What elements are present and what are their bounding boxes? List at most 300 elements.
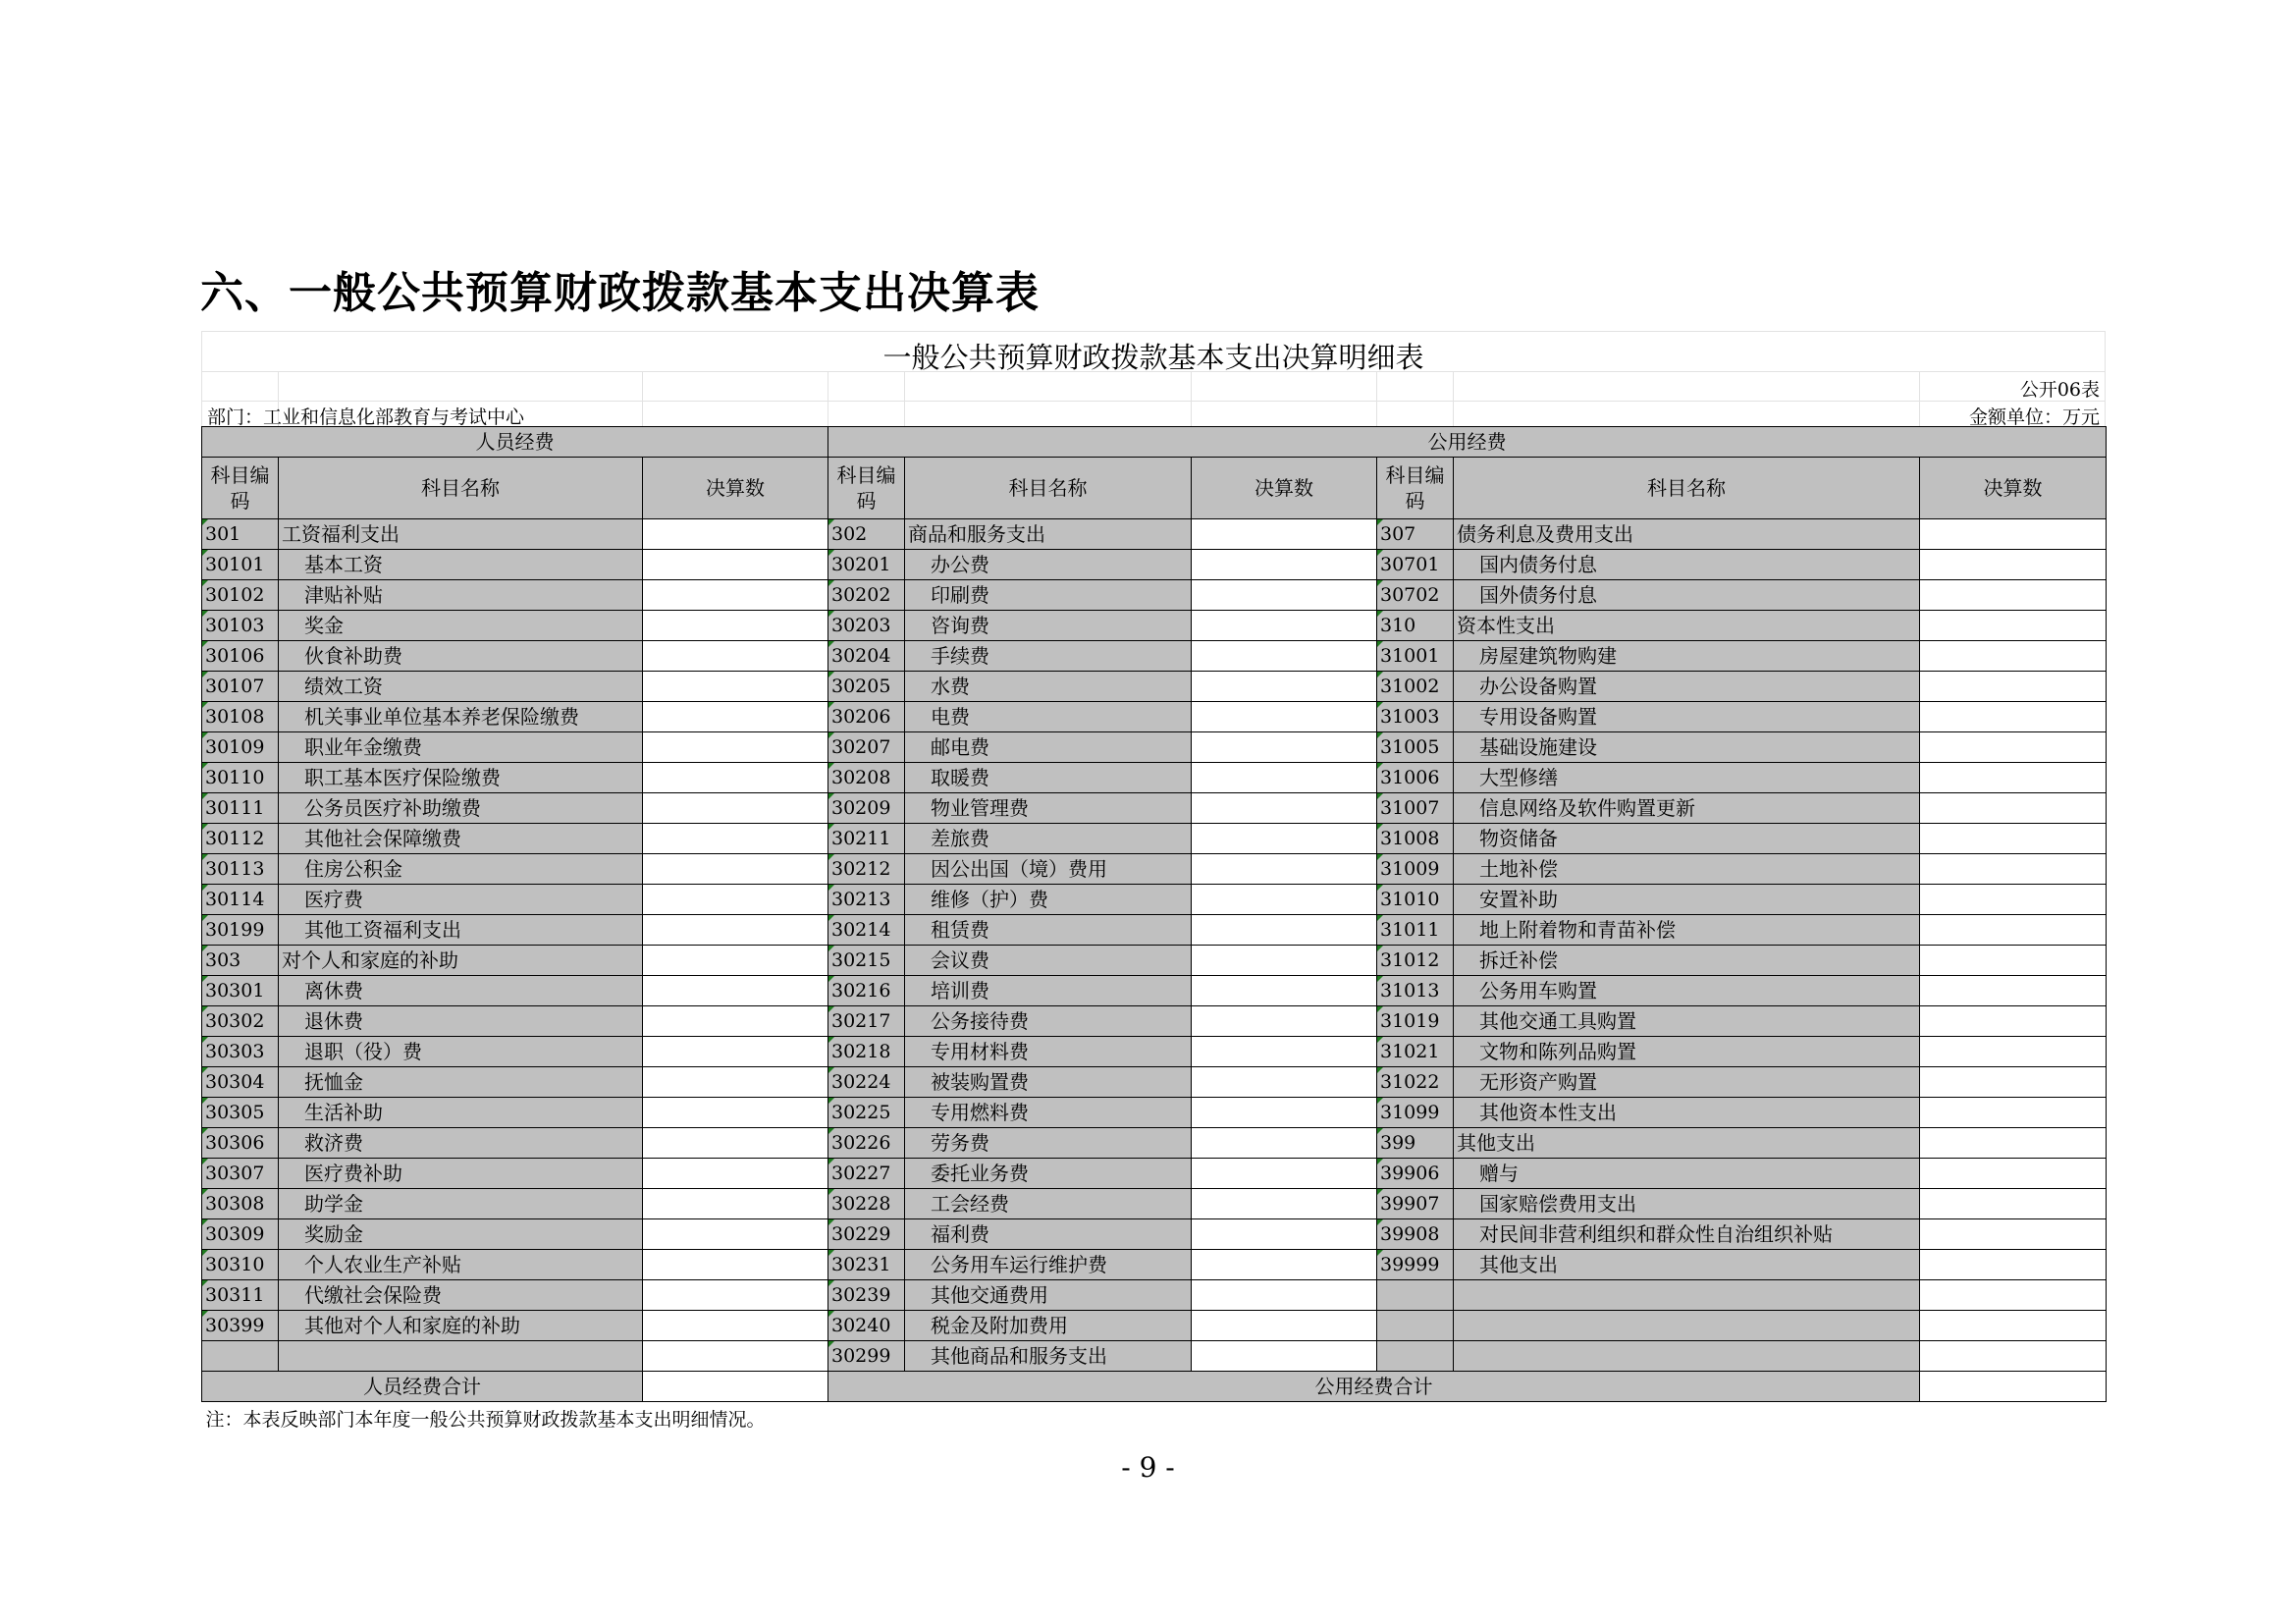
personnel-amount-cell[interactable] bbox=[643, 1067, 828, 1098]
public-subject-code: 30203 bbox=[828, 611, 905, 641]
public-subject-name: 公务接待费 bbox=[905, 1006, 1192, 1037]
table-note: 注：本表反映部门本年度一般公共预算财政拨款基本支出明细情况。 bbox=[202, 1402, 2107, 1438]
personnel-subject-code: 30304 bbox=[202, 1067, 279, 1098]
capital-amount-cell[interactable] bbox=[1920, 611, 2107, 641]
public-subject-name: 物业管理费 bbox=[905, 793, 1192, 824]
capital-subject-name: 国外债务付息 bbox=[1454, 580, 1920, 611]
personnel-amount-cell[interactable] bbox=[643, 1159, 828, 1189]
table-row bbox=[202, 732, 2107, 763]
budget-sheet bbox=[201, 331, 2106, 1437]
personnel-amount-cell[interactable] bbox=[643, 824, 828, 854]
capital-subject-code bbox=[1377, 1341, 1454, 1372]
personnel-subject-name: 抚恤金 bbox=[279, 1067, 643, 1098]
capital-amount-cell[interactable] bbox=[1920, 1311, 2107, 1341]
personnel-subject-code: 30306 bbox=[202, 1128, 279, 1159]
capital-amount-cell[interactable] bbox=[1920, 672, 2107, 702]
table-row bbox=[202, 946, 2107, 976]
table-row bbox=[202, 824, 2107, 854]
personnel-subject-code: 30114 bbox=[202, 885, 279, 915]
capital-amount-cell[interactable] bbox=[1920, 580, 2107, 611]
capital-subject-code: 307 bbox=[1377, 519, 1454, 550]
capital-subject-name: 安置补助 bbox=[1454, 885, 1920, 915]
personnel-amount-cell[interactable] bbox=[643, 611, 828, 641]
capital-subject-code bbox=[1377, 1311, 1454, 1341]
capital-amount-cell[interactable] bbox=[1920, 824, 2107, 854]
capital-subject-name: 其他资本性支出 bbox=[1454, 1098, 1920, 1128]
capital-subject-name: 信息网络及软件购置更新 bbox=[1454, 793, 1920, 824]
public-amount-cell[interactable] bbox=[1192, 1128, 1377, 1159]
public-subject-name: 办公费 bbox=[905, 550, 1192, 580]
personnel-subject-code: 30302 bbox=[202, 1006, 279, 1037]
public-subject-name: 咨询费 bbox=[905, 611, 1192, 641]
capital-amount-cell[interactable] bbox=[1920, 702, 2107, 732]
capital-subject-code: 31011 bbox=[1377, 915, 1454, 946]
public-amount-cell[interactable] bbox=[1192, 519, 1377, 550]
public-subject-name: 维修（护）费 bbox=[905, 885, 1192, 915]
personnel-subject-code: 30307 bbox=[202, 1159, 279, 1189]
personnel-subject-name: 救济费 bbox=[279, 1128, 643, 1159]
capital-subject-name: 对民间非营利组织和群众性自治组织补贴 bbox=[1454, 1219, 1920, 1250]
personnel-amount-cell[interactable] bbox=[643, 550, 828, 580]
col-header-code: 科目编码 bbox=[202, 458, 279, 519]
capital-subject-name: 其他支出 bbox=[1454, 1250, 1920, 1280]
col-header-name: 科目名称 bbox=[905, 458, 1192, 519]
table-row bbox=[202, 580, 2107, 611]
personnel-subject-code bbox=[202, 1341, 279, 1372]
personnel-subject-name: 其他工资福利支出 bbox=[279, 915, 643, 946]
public-subject-code: 30207 bbox=[828, 732, 905, 763]
capital-subject-code: 31006 bbox=[1377, 763, 1454, 793]
public-subject-code: 30204 bbox=[828, 641, 905, 672]
public-amount-cell[interactable] bbox=[1192, 946, 1377, 976]
capital-amount-cell[interactable] bbox=[1920, 1098, 2107, 1128]
public-amount-cell[interactable] bbox=[1192, 885, 1377, 915]
personnel-subject-name: 助学金 bbox=[279, 1189, 643, 1219]
public-subject-name: 委托业务费 bbox=[905, 1159, 1192, 1189]
table-row bbox=[202, 672, 2107, 702]
personnel-subject-code: 30109 bbox=[202, 732, 279, 763]
public-subject-code: 302 bbox=[828, 519, 905, 550]
public-subject-code: 30227 bbox=[828, 1159, 905, 1189]
personnel-subject-name: 奖金 bbox=[279, 611, 643, 641]
public-amount-cell[interactable] bbox=[1192, 1250, 1377, 1280]
col-header-amount: 决算数 bbox=[1920, 458, 2107, 519]
sheet-header-area bbox=[201, 331, 2106, 426]
personnel-amount-cell[interactable] bbox=[643, 519, 828, 550]
public-subject-code: 30213 bbox=[828, 885, 905, 915]
table-row bbox=[202, 1341, 2107, 1372]
public-amount-cell[interactable] bbox=[1192, 1189, 1377, 1219]
capital-subject-name: 物资储备 bbox=[1454, 824, 1920, 854]
public-subject-code: 30212 bbox=[828, 854, 905, 885]
public-amount-cell[interactable] bbox=[1192, 1006, 1377, 1037]
personnel-amount-cell[interactable] bbox=[643, 1280, 828, 1311]
personnel-subject-code: 30111 bbox=[202, 793, 279, 824]
personnel-amount-cell[interactable] bbox=[643, 1006, 828, 1037]
group-header-personnel: 人员经费 bbox=[202, 427, 828, 458]
table-row bbox=[202, 915, 2107, 946]
table-row bbox=[202, 1159, 2107, 1189]
personnel-amount-cell[interactable] bbox=[643, 885, 828, 915]
personnel-subject-code: 301 bbox=[202, 519, 279, 550]
public-amount-cell[interactable] bbox=[1192, 672, 1377, 702]
col-header-code: 科目编码 bbox=[1377, 458, 1454, 519]
table-row bbox=[202, 1189, 2107, 1219]
personnel-subject-code: 30110 bbox=[202, 763, 279, 793]
personnel-subject-name: 基本工资 bbox=[279, 550, 643, 580]
public-subject-code: 30228 bbox=[828, 1189, 905, 1219]
expenditure-table bbox=[201, 426, 2107, 1437]
capital-amount-cell[interactable] bbox=[1920, 1219, 2107, 1250]
personnel-subject-name: 伙食补助费 bbox=[279, 641, 643, 672]
personnel-amount-cell[interactable] bbox=[643, 1250, 828, 1280]
table-row bbox=[202, 1037, 2107, 1067]
personnel-amount-cell[interactable] bbox=[643, 763, 828, 793]
public-subject-code: 30209 bbox=[828, 793, 905, 824]
capital-subject-code: 399 bbox=[1377, 1128, 1454, 1159]
document-heading: 六、一般公共预算财政拨款基本支出决算表 bbox=[200, 268, 1040, 318]
table-row bbox=[202, 976, 2107, 1006]
personnel-subject-name: 奖励金 bbox=[279, 1219, 643, 1250]
public-subject-name: 专用燃料费 bbox=[905, 1098, 1192, 1128]
public-subject-code: 30224 bbox=[828, 1067, 905, 1098]
capital-subject-name: 其他支出 bbox=[1454, 1128, 1920, 1159]
capital-amount-cell[interactable] bbox=[1920, 1037, 2107, 1067]
capital-amount-cell[interactable] bbox=[1920, 1128, 2107, 1159]
capital-subject-code: 31012 bbox=[1377, 946, 1454, 976]
table-row bbox=[202, 1250, 2107, 1280]
table-row bbox=[202, 519, 2107, 550]
total-personnel-amount[interactable] bbox=[643, 1372, 828, 1402]
public-subject-code: 30226 bbox=[828, 1128, 905, 1159]
public-amount-cell[interactable] bbox=[1192, 1341, 1377, 1372]
public-subject-name: 电费 bbox=[905, 702, 1192, 732]
public-subject-code: 30211 bbox=[828, 824, 905, 854]
public-subject-code: 30299 bbox=[828, 1341, 905, 1372]
capital-amount-cell[interactable] bbox=[1920, 1280, 2107, 1311]
capital-subject-name bbox=[1454, 1280, 1920, 1311]
group-header-public: 公用经费 bbox=[828, 427, 2107, 458]
personnel-subject-name: 机关事业单位基本养老保险缴费 bbox=[279, 702, 643, 732]
personnel-subject-name: 代缴社会保险费 bbox=[279, 1280, 643, 1311]
public-subject-code: 30201 bbox=[828, 550, 905, 580]
public-subject-name: 其他交通费用 bbox=[905, 1280, 1192, 1311]
col-header-code: 科目编码 bbox=[828, 458, 905, 519]
public-subject-code: 30202 bbox=[828, 580, 905, 611]
capital-subject-code: 31003 bbox=[1377, 702, 1454, 732]
personnel-subject-code: 30106 bbox=[202, 641, 279, 672]
capital-subject-name: 资本性支出 bbox=[1454, 611, 1920, 641]
public-amount-cell[interactable] bbox=[1192, 702, 1377, 732]
total-public-label: 公用经费合计 bbox=[828, 1372, 1920, 1402]
capital-subject-name: 其他交通工具购置 bbox=[1454, 1006, 1920, 1037]
capital-amount-cell[interactable] bbox=[1920, 732, 2107, 763]
personnel-subject-name: 离休费 bbox=[279, 976, 643, 1006]
public-amount-cell[interactable] bbox=[1192, 1311, 1377, 1341]
public-subject-name: 税金及附加费用 bbox=[905, 1311, 1192, 1341]
capital-amount-cell[interactable] bbox=[1920, 519, 2107, 550]
capital-subject-name: 拆迁补偿 bbox=[1454, 946, 1920, 976]
table-row bbox=[202, 854, 2107, 885]
personnel-amount-cell[interactable] bbox=[643, 1128, 828, 1159]
capital-amount-cell[interactable] bbox=[1920, 763, 2107, 793]
personnel-subject-name bbox=[279, 1341, 643, 1372]
public-subject-code: 30208 bbox=[828, 763, 905, 793]
capital-subject-code: 31019 bbox=[1377, 1006, 1454, 1037]
capital-amount-cell[interactable] bbox=[1920, 1189, 2107, 1219]
public-subject-code: 30216 bbox=[828, 976, 905, 1006]
capital-subject-name bbox=[1454, 1341, 1920, 1372]
table-row bbox=[202, 1128, 2107, 1159]
personnel-subject-code: 30102 bbox=[202, 580, 279, 611]
capital-subject-code: 31001 bbox=[1377, 641, 1454, 672]
personnel-subject-code: 30107 bbox=[202, 672, 279, 702]
personnel-subject-code: 30103 bbox=[202, 611, 279, 641]
personnel-subject-name: 绩效工资 bbox=[279, 672, 643, 702]
personnel-subject-name: 其他社会保障缴费 bbox=[279, 824, 643, 854]
capital-amount-cell[interactable] bbox=[1920, 1159, 2107, 1189]
public-subject-code: 30206 bbox=[828, 702, 905, 732]
table-row bbox=[202, 885, 2107, 915]
public-amount-cell[interactable] bbox=[1192, 1037, 1377, 1067]
personnel-subject-name: 对个人和家庭的补助 bbox=[279, 946, 643, 976]
public-subject-code: 30215 bbox=[828, 946, 905, 976]
capital-subject-code: 310 bbox=[1377, 611, 1454, 641]
capital-subject-code: 39908 bbox=[1377, 1219, 1454, 1250]
table-row bbox=[202, 641, 2107, 672]
page-number: - 9 - bbox=[1121, 1451, 1175, 1484]
personnel-subject-name: 津贴补贴 bbox=[279, 580, 643, 611]
public-amount-cell[interactable] bbox=[1192, 550, 1377, 580]
personnel-subject-code: 30301 bbox=[202, 976, 279, 1006]
public-subject-name: 劳务费 bbox=[905, 1128, 1192, 1159]
public-subject-code: 30229 bbox=[828, 1219, 905, 1250]
capital-subject-name: 房屋建筑物购建 bbox=[1454, 641, 1920, 672]
public-amount-cell[interactable] bbox=[1192, 763, 1377, 793]
public-subject-code: 30239 bbox=[828, 1280, 905, 1311]
public-subject-code: 30240 bbox=[828, 1311, 905, 1341]
col-header-amount: 决算数 bbox=[1192, 458, 1377, 519]
table-row bbox=[202, 550, 2107, 580]
capital-subject-name: 办公设备购置 bbox=[1454, 672, 1920, 702]
table-title: 一般公共预算财政拨款基本支出决算明细表 bbox=[882, 341, 1424, 374]
public-subject-name: 被装购置费 bbox=[905, 1067, 1192, 1098]
capital-subject-name: 土地补偿 bbox=[1454, 854, 1920, 885]
capital-amount-cell[interactable] bbox=[1920, 885, 2107, 915]
personnel-subject-code: 30199 bbox=[202, 915, 279, 946]
capital-subject-code: 39907 bbox=[1377, 1189, 1454, 1219]
capital-subject-name: 公务用车购置 bbox=[1454, 976, 1920, 1006]
personnel-amount-cell[interactable] bbox=[643, 672, 828, 702]
public-amount-cell[interactable] bbox=[1192, 641, 1377, 672]
personnel-subject-code: 30309 bbox=[202, 1219, 279, 1250]
capital-amount-cell[interactable] bbox=[1920, 1006, 2107, 1037]
personnel-subject-name: 其他对个人和家庭的补助 bbox=[279, 1311, 643, 1341]
capital-subject-name: 赠与 bbox=[1454, 1159, 1920, 1189]
capital-subject-code: 31021 bbox=[1377, 1037, 1454, 1067]
personnel-amount-cell[interactable] bbox=[643, 976, 828, 1006]
personnel-subject-name: 生活补助 bbox=[279, 1098, 643, 1128]
public-subject-name: 培训费 bbox=[905, 976, 1192, 1006]
personnel-subject-code: 30303 bbox=[202, 1037, 279, 1067]
personnel-subject-name: 个人农业生产补贴 bbox=[279, 1250, 643, 1280]
table-row bbox=[202, 1098, 2107, 1128]
public-subject-code: 30225 bbox=[828, 1098, 905, 1128]
public-amount-cell[interactable] bbox=[1192, 793, 1377, 824]
personnel-amount-cell[interactable] bbox=[643, 1098, 828, 1128]
department-label: 部门：工业和信息化部教育与考试中心 bbox=[207, 406, 525, 428]
capital-amount-cell[interactable] bbox=[1920, 641, 2107, 672]
public-subject-name: 工会经费 bbox=[905, 1189, 1192, 1219]
public-amount-cell[interactable] bbox=[1192, 1159, 1377, 1189]
personnel-amount-cell[interactable] bbox=[643, 946, 828, 976]
public-amount-cell[interactable] bbox=[1192, 976, 1377, 1006]
personnel-amount-cell[interactable] bbox=[643, 732, 828, 763]
personnel-subject-code: 30112 bbox=[202, 824, 279, 854]
personnel-amount-cell[interactable] bbox=[643, 1037, 828, 1067]
capital-amount-cell[interactable] bbox=[1920, 1341, 2107, 1372]
capital-subject-code: 31022 bbox=[1377, 1067, 1454, 1098]
public-amount-cell[interactable] bbox=[1192, 824, 1377, 854]
personnel-amount-cell[interactable] bbox=[643, 854, 828, 885]
public-amount-cell[interactable] bbox=[1192, 1067, 1377, 1098]
capital-amount-cell[interactable] bbox=[1920, 915, 2107, 946]
table-row bbox=[202, 1280, 2107, 1311]
personnel-subject-name: 退职（役）费 bbox=[279, 1037, 643, 1067]
capital-subject-name: 国家赔偿费用支出 bbox=[1454, 1189, 1920, 1219]
personnel-amount-cell[interactable] bbox=[643, 1219, 828, 1250]
public-subject-name: 专用材料费 bbox=[905, 1037, 1192, 1067]
amount-unit: 金额单位：万元 bbox=[1968, 406, 2100, 428]
table-row bbox=[202, 1067, 2107, 1098]
public-subject-name: 公务用车运行维护费 bbox=[905, 1250, 1192, 1280]
capital-subject-code: 31013 bbox=[1377, 976, 1454, 1006]
total-public-amount[interactable] bbox=[1920, 1372, 2107, 1402]
personnel-subject-name: 住房公积金 bbox=[279, 854, 643, 885]
personnel-subject-code: 30308 bbox=[202, 1189, 279, 1219]
form-code: 公开06表 bbox=[2019, 379, 2100, 401]
table-row bbox=[202, 702, 2107, 732]
capital-subject-code: 39999 bbox=[1377, 1250, 1454, 1280]
public-amount-cell[interactable] bbox=[1192, 732, 1377, 763]
personnel-subject-code: 30108 bbox=[202, 702, 279, 732]
personnel-amount-cell[interactable] bbox=[643, 641, 828, 672]
personnel-amount-cell[interactable] bbox=[643, 702, 828, 732]
public-subject-name: 印刷费 bbox=[905, 580, 1192, 611]
personnel-subject-name: 职业年金缴费 bbox=[279, 732, 643, 763]
public-subject-name: 其他商品和服务支出 bbox=[905, 1341, 1192, 1372]
personnel-subject-code: 30305 bbox=[202, 1098, 279, 1128]
public-amount-cell[interactable] bbox=[1192, 854, 1377, 885]
capital-subject-name: 专用设备购置 bbox=[1454, 702, 1920, 732]
personnel-subject-name: 医疗费补助 bbox=[279, 1159, 643, 1189]
capital-subject-code: 31099 bbox=[1377, 1098, 1454, 1128]
public-amount-cell[interactable] bbox=[1192, 915, 1377, 946]
total-personnel-label: 人员经费合计 bbox=[202, 1372, 643, 1402]
capital-amount-cell[interactable] bbox=[1920, 793, 2107, 824]
personnel-subject-code: 30399 bbox=[202, 1311, 279, 1341]
table-row bbox=[202, 1311, 2107, 1341]
public-subject-name: 租赁费 bbox=[905, 915, 1192, 946]
personnel-amount-cell[interactable] bbox=[643, 793, 828, 824]
capital-subject-code: 39906 bbox=[1377, 1159, 1454, 1189]
public-amount-cell[interactable] bbox=[1192, 1098, 1377, 1128]
personnel-amount-cell[interactable] bbox=[643, 1189, 828, 1219]
capital-subject-name: 无形资产购置 bbox=[1454, 1067, 1920, 1098]
public-amount-cell[interactable] bbox=[1192, 1219, 1377, 1250]
table-row bbox=[202, 763, 2107, 793]
public-subject-code: 30214 bbox=[828, 915, 905, 946]
personnel-amount-cell[interactable] bbox=[643, 580, 828, 611]
personnel-subject-name: 公务员医疗补助缴费 bbox=[279, 793, 643, 824]
public-subject-name: 福利费 bbox=[905, 1219, 1192, 1250]
personnel-subject-name: 工资福利支出 bbox=[279, 519, 643, 550]
personnel-subject-code: 30101 bbox=[202, 550, 279, 580]
personnel-amount-cell[interactable] bbox=[643, 1341, 828, 1372]
public-subject-code: 30218 bbox=[828, 1037, 905, 1067]
personnel-subject-name: 医疗费 bbox=[279, 885, 643, 915]
capital-amount-cell[interactable] bbox=[1920, 854, 2107, 885]
personnel-subject-code: 30310 bbox=[202, 1250, 279, 1280]
capital-subject-code: 31010 bbox=[1377, 885, 1454, 915]
public-amount-cell[interactable] bbox=[1192, 611, 1377, 641]
capital-amount-cell[interactable] bbox=[1920, 1250, 2107, 1280]
capital-amount-cell[interactable] bbox=[1920, 550, 2107, 580]
public-amount-cell[interactable] bbox=[1192, 1280, 1377, 1311]
capital-amount-cell[interactable] bbox=[1920, 1067, 2107, 1098]
public-subject-name: 邮电费 bbox=[905, 732, 1192, 763]
table-row bbox=[202, 611, 2107, 641]
capital-subject-name: 基础设施建设 bbox=[1454, 732, 1920, 763]
public-amount-cell[interactable] bbox=[1192, 580, 1377, 611]
public-subject-name: 水费 bbox=[905, 672, 1192, 702]
capital-subject-code: 31008 bbox=[1377, 824, 1454, 854]
personnel-subject-code: 30113 bbox=[202, 854, 279, 885]
public-subject-name: 商品和服务支出 bbox=[905, 519, 1192, 550]
capital-subject-name: 文物和陈列品购置 bbox=[1454, 1037, 1920, 1067]
public-subject-name: 取暖费 bbox=[905, 763, 1192, 793]
capital-subject-code: 31005 bbox=[1377, 732, 1454, 763]
public-subject-name: 会议费 bbox=[905, 946, 1192, 976]
personnel-subject-name: 职工基本医疗保险缴费 bbox=[279, 763, 643, 793]
personnel-subject-code: 30311 bbox=[202, 1280, 279, 1311]
table-row bbox=[202, 1006, 2107, 1037]
capital-amount-cell[interactable] bbox=[1920, 976, 2107, 1006]
capital-subject-code: 30702 bbox=[1377, 580, 1454, 611]
col-header-name: 科目名称 bbox=[279, 458, 643, 519]
capital-subject-code: 30701 bbox=[1377, 550, 1454, 580]
capital-subject-code: 31002 bbox=[1377, 672, 1454, 702]
table-row bbox=[202, 1219, 2107, 1250]
col-header-amount: 决算数 bbox=[643, 458, 828, 519]
capital-subject-code: 31009 bbox=[1377, 854, 1454, 885]
personnel-amount-cell[interactable] bbox=[643, 1311, 828, 1341]
capital-subject-code bbox=[1377, 1280, 1454, 1311]
personnel-amount-cell[interactable] bbox=[643, 915, 828, 946]
public-subject-name: 手续费 bbox=[905, 641, 1192, 672]
capital-subject-name: 大型修缮 bbox=[1454, 763, 1920, 793]
capital-subject-code: 31007 bbox=[1377, 793, 1454, 824]
table-row bbox=[202, 793, 2107, 824]
personnel-subject-code: 303 bbox=[202, 946, 279, 976]
capital-amount-cell[interactable] bbox=[1920, 946, 2107, 976]
public-subject-code: 30205 bbox=[828, 672, 905, 702]
personnel-subject-name: 退休费 bbox=[279, 1006, 643, 1037]
public-subject-name: 因公出国（境）费用 bbox=[905, 854, 1192, 885]
public-subject-code: 30231 bbox=[828, 1250, 905, 1280]
capital-subject-name: 地上附着物和青苗补偿 bbox=[1454, 915, 1920, 946]
public-subject-code: 30217 bbox=[828, 1006, 905, 1037]
